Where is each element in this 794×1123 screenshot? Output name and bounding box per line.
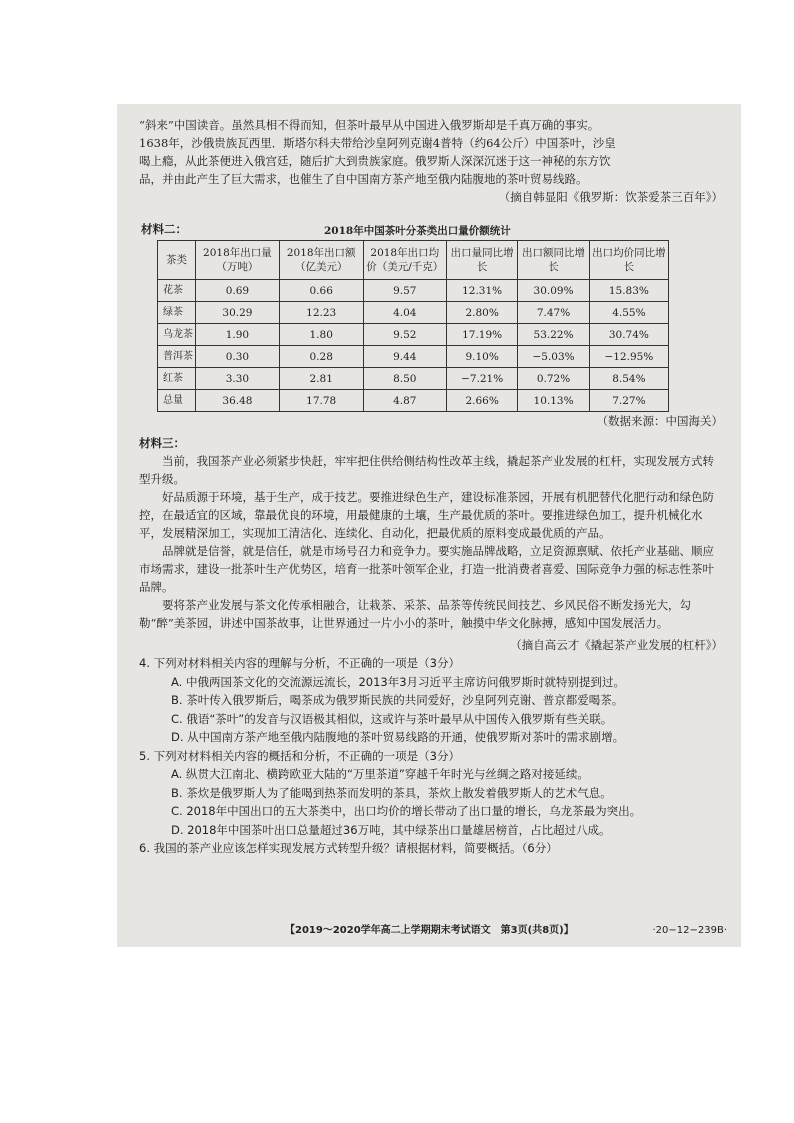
question-option: C. 2018年中国出口的五大茶类中，出口均价的增长带动了出口量的增长，乌龙茶最为突出。 bbox=[171, 804, 642, 818]
table-cell: 9.57 bbox=[363, 280, 446, 302]
table-row bbox=[158, 346, 669, 368]
table-cell: 12.23 bbox=[279, 302, 363, 324]
table-cell: 30.29 bbox=[196, 302, 280, 324]
table-cell: 0.30 bbox=[196, 346, 280, 368]
question-option: A. 纵贯大江南北、横跨欧亚大陆的“万里茶道”穿越千年时光与丝绸之路对接延续。 bbox=[171, 767, 589, 781]
question-option: D. 从中国南方茶产地至俄内陆腹地的茶叶贸易线路的开通，使俄罗斯对茶叶的需求剧增。 bbox=[171, 730, 625, 744]
table-header-cell: 茶类 bbox=[158, 241, 196, 280]
footer-title: 【2019～2020学年高二上学期期末考试语文 第3页(共8页)】 bbox=[285, 925, 574, 936]
material3-paragraph: 当前，我国茶产业必须紧步快赶，牢牢把住供给侧结构性改革主线，撬起茶产业发展的杠杆，实现发展方式转型升级。 bbox=[139, 454, 714, 486]
table-row bbox=[158, 302, 669, 324]
table-cell: 10.13% bbox=[518, 390, 589, 412]
table-cell: −12.95% bbox=[589, 346, 668, 368]
table-title: 2018年中国茶叶分茶类出口量价额统计 bbox=[324, 225, 511, 237]
table-header-row bbox=[158, 241, 669, 280]
passage-line: “斜来”中国读音。虽然具相不得而知，但茶叶最早从中国进入俄罗斯却是千真万确的事实。 bbox=[139, 118, 600, 132]
table-cell: 9.52 bbox=[363, 324, 446, 346]
table-cell: 4.55% bbox=[589, 302, 668, 324]
question-5 bbox=[139, 747, 723, 840]
table-cell: 1.90 bbox=[196, 324, 280, 346]
table-cell: 8.50 bbox=[363, 368, 446, 390]
table-cell: 9.10% bbox=[446, 346, 517, 368]
table-cell: 0.28 bbox=[279, 346, 363, 368]
question-option: D. 2018年中国茶叶出口总量超过36万吨，其中绿茶出口量雄居榜首，占比超过八成。 bbox=[171, 822, 611, 837]
table-cell: −7.21% bbox=[446, 368, 517, 390]
question-option: A. 中俄两国茶文化的交流源远流长，2013年3月习近平主席访问俄罗斯时就特别提到过。 bbox=[171, 674, 626, 689]
tea-export-table bbox=[157, 240, 669, 412]
table-cell: 绿茶 bbox=[158, 302, 196, 324]
table-header-cell: 出口量同比增长 bbox=[446, 241, 517, 280]
material3-paragraph: 要将茶产业发展与茶文化传承相融合，让栽茶、采茶、品茶等传统民间技艺、乡风民俗不断发扬光大，勾勒“醉”美茶园，讲述中国茶故事，让世界通过一片小小的茶叶，触摸中华文化脉搏，感知中国发展活力。 bbox=[139, 598, 691, 630]
passage-line: 1638年，沙俄贵族瓦西里．斯塔尔科夫带给沙皇阿列克谢4普特（约64公斤）中国茶叶，沙皇 bbox=[139, 136, 616, 150]
question-6 bbox=[139, 839, 723, 858]
material2-heading: 材料二： bbox=[141, 222, 187, 236]
table-cell: 红茶 bbox=[158, 368, 196, 390]
table-cell: 花茶 bbox=[158, 280, 196, 302]
material3-paragraph: 品牌就是信誉，就是信任，就是市场号召力和竞争力。要实施品牌战略，立足资源禀赋、依托产业基础、顺应市场需求，建设一批茶叶生产优势区，培育一批茶叶领军企业，打造一批消费者喜爱、国际竞争力强的标志性茶叶品牌。 bbox=[139, 544, 714, 594]
passage-line: 品，并由此产生了巨大需求，也催生了自中国南方茶产地至俄内陆腹地的茶叶贸易线路。 bbox=[139, 172, 588, 186]
table-cell: 0.66 bbox=[279, 280, 363, 302]
table-cell: 17.78 bbox=[279, 390, 363, 412]
table-header-cell: 2018年出口均价（美元/千克） bbox=[363, 241, 446, 280]
table-cell: 12.31% bbox=[446, 280, 517, 302]
material3-citation: （摘自高云才《撬起茶产业发展的杠杆》） bbox=[510, 638, 723, 652]
passage-line: 喝上瘾，从此茶便进入俄宫廷，随后扩大到贵族家庭。俄罗斯人深深沉迷于这一神秘的东方饮 bbox=[139, 154, 611, 168]
question-option: C. 俄语“茶叶”的发音与汉语极其相似，这或许与茶叶最早从中国传入俄罗斯有些关联。 bbox=[171, 711, 613, 726]
material2-heading-row bbox=[139, 216, 723, 238]
table-cell: 36.48 bbox=[196, 390, 280, 412]
table-cell: 30.74% bbox=[589, 324, 668, 346]
table-source: （数据来源：中国海关） bbox=[596, 414, 723, 428]
table-cell: 0.72% bbox=[518, 368, 589, 390]
question-option: B. 茶叶传入俄罗斯后，喝茶成为俄罗斯民族的共同爱好，沙皇阿列克谢、普京都爱喝茶。 bbox=[171, 693, 624, 707]
material3-heading: 材料三： bbox=[139, 436, 185, 450]
table-row bbox=[158, 280, 669, 302]
table-row bbox=[158, 324, 669, 346]
passage-citation: （摘自韩显阳《俄罗斯：饮茶爱茶三百年》） bbox=[498, 190, 723, 204]
table-cell: −5.03% bbox=[518, 346, 589, 368]
table-cell: 4.04 bbox=[363, 302, 446, 324]
table-cell: 1.80 bbox=[279, 324, 363, 346]
exam-page bbox=[117, 104, 741, 947]
table-header-cell: 2018年出口量（万吨） bbox=[196, 241, 280, 280]
table-cell: 53.22% bbox=[518, 324, 589, 346]
table-header-cell: 出口均价同比增长 bbox=[589, 241, 668, 280]
table-cell: 9.44 bbox=[363, 346, 446, 368]
page-footer bbox=[117, 922, 741, 942]
table-cell: 2.81 bbox=[279, 368, 363, 390]
table-cell: 3.30 bbox=[196, 368, 280, 390]
material3-paragraph: 好品质源于环境，基于生产，成于技艺。要推进绿色生产，建设标准茶园，开展有机肥替代化肥行动和绿色防控，在最适宜的区域，靠最优良的环境，用最健康的土壤，生产最优质的茶叶。要推进绿色加工，提升机械化水平，发展精深加工，实现加工清洁化、连续化、自动化，把最优质的原料变成最优质的产品。 bbox=[139, 490, 714, 540]
table-cell: 0.69 bbox=[196, 280, 280, 302]
table-row bbox=[158, 368, 669, 390]
table-cell: 7.47% bbox=[518, 302, 589, 324]
table-cell: 4.87 bbox=[363, 390, 446, 412]
question-option: B. 茶炊是俄罗斯人为了能喝到热茶而发明的茶具，茶炊上散发着俄罗斯人的艺术气息。 bbox=[171, 785, 612, 800]
table-cell: 乌龙茶 bbox=[158, 324, 196, 346]
table-cell: 普洱茶 bbox=[158, 346, 196, 368]
table-cell: 2.80% bbox=[446, 302, 517, 324]
table-cell: 总量 bbox=[158, 390, 196, 412]
footer-code: ·20−12−239B· bbox=[652, 925, 727, 936]
question-stem: 6. 我国的茶产业应该怎样实现发展方式转型升级？请根据材料，简要概括。（6分） bbox=[139, 841, 558, 855]
table-cell: 15.83% bbox=[589, 280, 668, 302]
table-cell: 17.19% bbox=[446, 324, 517, 346]
table-cell: 30.09% bbox=[518, 280, 589, 302]
question-4 bbox=[139, 654, 723, 747]
table-cell: 7.27% bbox=[589, 390, 668, 412]
table-cell: 8.54% bbox=[589, 368, 668, 390]
table-cell: 2.66% bbox=[446, 390, 517, 412]
question-stem: 4. 下列对材料相关内容的理解与分析，不正确的一项是（3分） bbox=[139, 656, 460, 670]
question-stem: 5. 下列对材料相关内容的概括和分析，不正确的一项是（3分） bbox=[139, 748, 460, 763]
table-row bbox=[158, 390, 669, 412]
passage-excerpt bbox=[139, 116, 723, 206]
table-header-cell: 2018年出口额（亿美元） bbox=[279, 241, 363, 280]
table-header-cell: 出口额同比增长 bbox=[518, 241, 589, 280]
